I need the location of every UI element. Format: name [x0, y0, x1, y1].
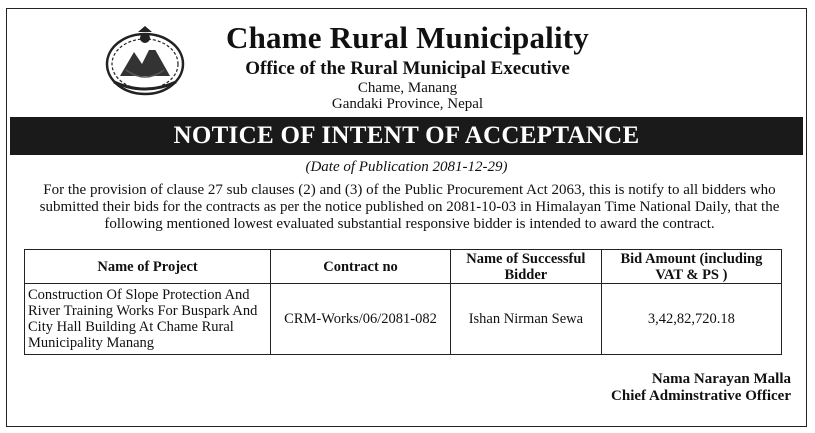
municipality-title: Chame Rural Municipality	[225, 20, 590, 55]
address-line-2: Gandaki Province, Nepal	[331, 96, 484, 112]
cell-contract-no: CRM-Works/06/2081-082	[271, 284, 451, 355]
header-bidder: Name of Successful Bidder	[450, 250, 601, 284]
publication-date: (Date of Publication 2081-12-29)	[305, 159, 508, 175]
header-bid-amount: Bid Amount (including VAT & PS )	[601, 250, 781, 284]
award-table	[24, 249, 782, 355]
address-line-1: Chame, Manang	[357, 80, 458, 96]
signatory-title: Chief Adminstrative Officer	[611, 388, 791, 404]
cell-project: Construction Of Slope Protection And River Training Works For Buspark And City Hall Building At Chame Rural Municipality Manang	[25, 284, 271, 355]
cell-bidder: Ishan Nirman Sewa	[450, 284, 601, 355]
notice-heading-banner: NOTICE OF INTENT OF ACCEPTANCE	[10, 117, 803, 155]
notice-body: For the provision of clause 27 sub clauses (2) and (3) of the Public Procurement Act 2063, this is notify to all bidders who submitted their bids for the contracts as per the notice published on 2081-10-03 in Himalayan Time National Daily, that the following mentioned lowest evaluated substantial responsive bidder is intended to award the contract.	[39, 182, 780, 232]
signatory-name: Nama Narayan Malla	[651, 371, 791, 387]
table-header-row	[25, 250, 782, 284]
cell-bid-amount: 3,42,82,720.18	[601, 284, 781, 355]
header-project: Name of Project	[25, 250, 271, 284]
table-row	[25, 284, 782, 355]
header-contract-no: Contract no	[271, 250, 451, 284]
office-subtitle: Office of the Rural Municipal Executive	[245, 58, 570, 79]
